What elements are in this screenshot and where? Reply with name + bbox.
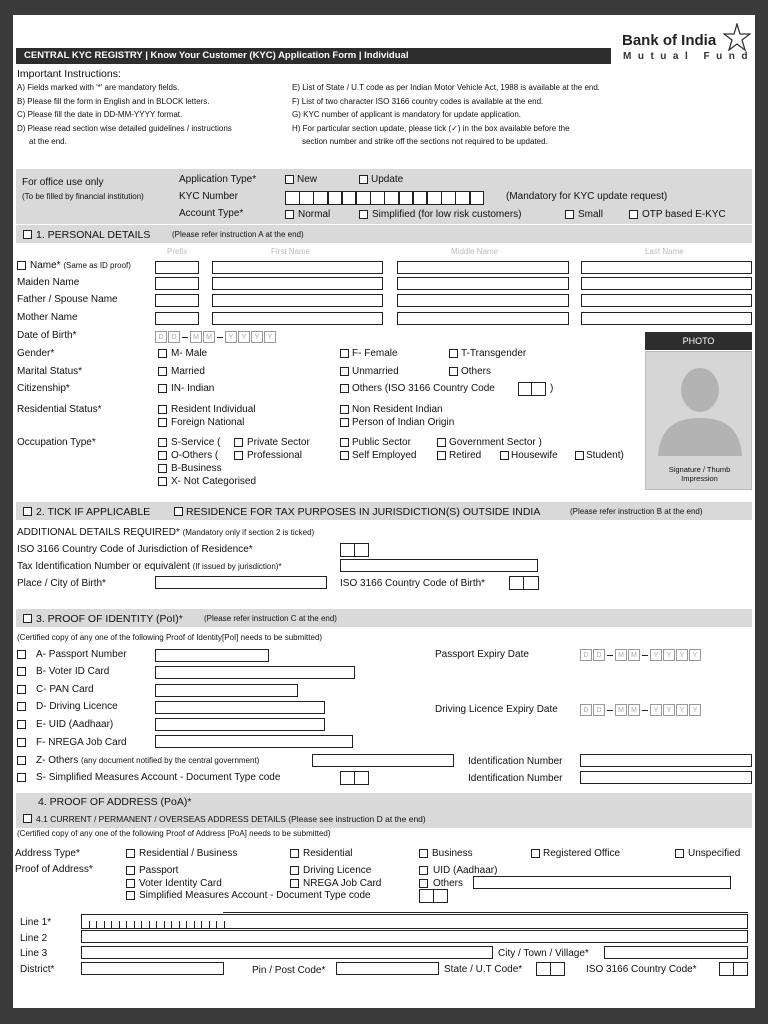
father-spouse-label: Father / Spouse Name bbox=[17, 294, 118, 305]
kyc-digit-cell[interactable] bbox=[427, 191, 442, 205]
govt-sector-checkbox[interactable] bbox=[437, 438, 446, 447]
foreign-national-checkbox[interactable] bbox=[158, 418, 167, 427]
district-input[interactable] bbox=[81, 962, 224, 975]
date-digit-cell[interactable]: Y bbox=[663, 704, 675, 716]
transgender-checkbox[interactable] bbox=[449, 349, 458, 358]
z-id-number-input[interactable] bbox=[580, 754, 752, 767]
kyc-digit-cell[interactable] bbox=[313, 191, 328, 205]
public-sector-label: Public Sector bbox=[352, 437, 411, 448]
kyc-digit-cell[interactable] bbox=[413, 191, 428, 205]
small-label: Small bbox=[578, 209, 604, 220]
line1-tick bbox=[186, 921, 187, 929]
date-digit-cell[interactable]: D bbox=[593, 704, 605, 716]
poa-uid-label: UID (Aadhaar) bbox=[433, 865, 498, 876]
photo-box[interactable] bbox=[645, 351, 752, 490]
doc-type-cell-2[interactable] bbox=[354, 771, 369, 785]
residential-label: Residential bbox=[303, 848, 353, 859]
service-checkbox[interactable] bbox=[158, 438, 167, 447]
poa-voter-checkbox[interactable] bbox=[126, 879, 135, 888]
date-separator bbox=[642, 655, 648, 656]
city-input[interactable] bbox=[604, 946, 748, 959]
tax-residence-checkbox[interactable] bbox=[174, 507, 183, 516]
instruction-b: B) Please fill the form in English and in BLOCK letters. bbox=[17, 97, 210, 106]
instructions-heading: Important Instructions: bbox=[17, 68, 121, 80]
not-categorised-label: X- Not Categorised bbox=[171, 476, 257, 487]
o-others-checkbox[interactable] bbox=[158, 451, 167, 460]
unmarried-label: Unmarried bbox=[352, 366, 399, 377]
section-4-1-title: 4.1 CURRENT / PERMANENT / OVERSEAS ADDRESS DETAILS (Please see instruction D at the end) bbox=[36, 814, 426, 824]
nri-checkbox[interactable] bbox=[340, 405, 349, 414]
line1-tick bbox=[89, 921, 90, 929]
last-name-input[interactable] bbox=[581, 294, 752, 307]
kyc-digit-cell[interactable] bbox=[342, 191, 357, 205]
address-line2-input[interactable] bbox=[81, 930, 748, 943]
pan-card-label: C- PAN Card bbox=[36, 684, 94, 695]
line1-tick bbox=[156, 921, 157, 929]
marital-others-label: Others bbox=[461, 366, 492, 377]
normal-label: Normal bbox=[298, 209, 331, 220]
application-type-label: Application Type* bbox=[179, 174, 257, 185]
line1-tick bbox=[194, 921, 195, 929]
s-id-number-label: Identification Number bbox=[468, 773, 563, 784]
poa-nrega-label: NREGA Job Card bbox=[303, 878, 382, 889]
poa-doc-type-cell-2[interactable] bbox=[433, 889, 448, 903]
foreign-national-label: Foreign National bbox=[171, 417, 245, 428]
uid-checkbox[interactable] bbox=[17, 720, 26, 729]
section-2-title2: RESIDENCE FOR TAX PURPOSES IN JURISDICTION(S) OUTSIDE INDIA bbox=[186, 506, 541, 518]
date-digit-cell[interactable]: M bbox=[190, 331, 202, 343]
line1-tick bbox=[119, 921, 120, 929]
first-name-column-label: First Name bbox=[271, 247, 311, 256]
date-digit-cell[interactable]: D bbox=[580, 704, 592, 716]
prefix-input[interactable] bbox=[155, 261, 199, 274]
passport-expiry-label: Passport Expiry Date bbox=[435, 649, 529, 660]
indian-label: IN- Indian bbox=[171, 383, 215, 394]
kyc-form-page bbox=[13, 15, 755, 1008]
not-categorised-checkbox[interactable] bbox=[158, 477, 167, 486]
kyc-note: (Mandatory for KYC update request) bbox=[506, 191, 668, 202]
date-digit-cell[interactable]: Y bbox=[650, 704, 662, 716]
instruction-a: A) Fields marked with '*' are mandatory fields. bbox=[17, 83, 180, 92]
simplified-checkbox[interactable] bbox=[359, 210, 368, 219]
brand-logo bbox=[620, 29, 755, 67]
public-sector-checkbox[interactable] bbox=[340, 438, 349, 447]
otp-ekyc-checkbox[interactable] bbox=[629, 210, 638, 219]
simplified-measures-label: S- Simplified Measures Account - Document Type code bbox=[36, 772, 281, 783]
iso-country-label: ISO 3166 Country Code* bbox=[586, 964, 697, 975]
date-digit-cell[interactable]: D bbox=[155, 331, 167, 343]
section-4-title: 4. PROOF OF ADDRESS (PoA)* bbox=[38, 796, 192, 808]
date-separator bbox=[607, 710, 613, 711]
instruction-e: E) List of State / U.T code as per Indian Motor Vehicle Act, 1988 is available at the end. bbox=[292, 83, 601, 92]
line1-tick bbox=[201, 921, 202, 929]
line1-tick bbox=[141, 921, 142, 929]
iso-jurisdiction-label: ISO 3166 Country Code of Jurisdiction of Residence* bbox=[17, 544, 253, 555]
instruction-h: H) For particular section update, please tick (✓) in the box available before the bbox=[292, 124, 570, 133]
simplified-measures-checkbox[interactable] bbox=[17, 773, 26, 782]
nri-label: Non Resident Indian bbox=[352, 404, 443, 415]
poa-others-label: Others bbox=[433, 878, 464, 889]
iso-birth-cell-1[interactable] bbox=[509, 576, 524, 590]
pan-card-input[interactable] bbox=[155, 684, 298, 697]
instruction-d2: at the end. bbox=[29, 137, 67, 146]
kyc-digit-cell[interactable] bbox=[384, 191, 399, 205]
poa-uid-checkbox[interactable] bbox=[419, 866, 428, 875]
iso-jurisdiction-cell-1[interactable] bbox=[340, 543, 355, 557]
address-line3-input[interactable] bbox=[81, 946, 493, 959]
passport-label: A- Passport Number bbox=[36, 649, 127, 660]
instruction-f: F) List of two character ISO 3166 country codes is available at the end. bbox=[292, 97, 544, 106]
last-name-input[interactable] bbox=[581, 277, 752, 290]
middle-name-input[interactable] bbox=[397, 277, 569, 290]
residential-status-label: Residential Status* bbox=[17, 404, 102, 415]
first-name-input[interactable] bbox=[212, 294, 383, 307]
indian-checkbox[interactable] bbox=[158, 384, 167, 393]
poa-others-input[interactable] bbox=[473, 876, 731, 889]
date-digit-cell[interactable]: Y bbox=[251, 331, 263, 343]
line1-main-input[interactable] bbox=[81, 914, 748, 929]
driving-licence-label: D- Driving Licence bbox=[36, 701, 118, 712]
section-4-1-checkbox[interactable] bbox=[23, 814, 32, 823]
citizenship-others-checkbox[interactable] bbox=[340, 384, 349, 393]
poa-dl-checkbox[interactable] bbox=[290, 866, 299, 875]
middle-name-input[interactable] bbox=[397, 294, 569, 307]
date-digit-cell[interactable]: Y bbox=[238, 331, 250, 343]
line1-tick bbox=[216, 921, 217, 929]
date-digit-cell[interactable]: Y bbox=[676, 649, 688, 661]
kyc-number-label: KYC Number bbox=[179, 191, 238, 202]
kyc-digit-cell[interactable] bbox=[285, 191, 300, 205]
new-checkbox[interactable] bbox=[285, 175, 294, 184]
first-name-input[interactable] bbox=[212, 277, 383, 290]
poa-nrega-checkbox[interactable] bbox=[290, 879, 299, 888]
married-label: Married bbox=[171, 366, 205, 377]
housewife-label: Housewife bbox=[511, 450, 558, 461]
date-digit-cell[interactable]: M bbox=[203, 331, 215, 343]
dob-label: Date of Birth* bbox=[17, 330, 77, 341]
date-digit-cell[interactable]: Y bbox=[689, 649, 701, 661]
iso-jurisdiction-cell-2[interactable] bbox=[354, 543, 369, 557]
z-others-input[interactable] bbox=[312, 754, 454, 767]
account-type-label: Account Type* bbox=[179, 208, 244, 219]
z-others-label: Z- Others (any document notified by the central government) bbox=[36, 755, 260, 766]
line1-tick bbox=[171, 921, 172, 929]
marital-others-checkbox[interactable] bbox=[449, 367, 458, 376]
new-label: New bbox=[297, 174, 318, 185]
date-digit-cell[interactable]: Y bbox=[264, 331, 276, 343]
professional-checkbox[interactable] bbox=[234, 451, 243, 460]
kyc-digit-cell[interactable] bbox=[399, 191, 414, 205]
private-sector-label: Private Sector bbox=[247, 437, 310, 448]
section-2-note: (Please refer instruction B at the end) bbox=[570, 507, 703, 516]
section-3-note: (Please refer instruction C at the end) bbox=[204, 614, 337, 623]
date-digit-cell[interactable]: M bbox=[628, 704, 640, 716]
state-code-label: State / U.T Code* bbox=[444, 964, 523, 975]
form-title-bar: CENTRAL KYC REGISTRY | Know Your Customer (KYC) Application Form | Individual bbox=[16, 48, 611, 64]
unmarried-checkbox[interactable] bbox=[340, 367, 349, 376]
section-4-cert: (Certified copy of any one of the following Proof of Address [PoA] needs to be submitted) bbox=[17, 829, 331, 838]
maiden-name-label: Maiden Name bbox=[17, 277, 80, 288]
mother-name-label: Mother Name bbox=[17, 312, 78, 323]
line1-tick bbox=[126, 921, 127, 929]
instruction-d: D) Please read section wise detailed guidelines / instructions bbox=[17, 124, 232, 133]
line1-label: Line 1* bbox=[20, 917, 52, 928]
instruction-g: G) KYC number of applicant is mandatory for update application. bbox=[292, 110, 522, 119]
retired-label: Retired bbox=[449, 450, 482, 461]
kyc-digit-cell[interactable] bbox=[370, 191, 385, 205]
date-digit-cell[interactable]: Y bbox=[225, 331, 237, 343]
address-type-label: Address Type* bbox=[15, 848, 80, 859]
date-digit-cell[interactable]: Y bbox=[663, 649, 675, 661]
private-sector-checkbox[interactable] bbox=[234, 438, 243, 447]
registered-office-label: Registered Office bbox=[543, 848, 621, 859]
poa-sma-label: Simplified Measures Account - Document Type code bbox=[139, 890, 371, 901]
state-code-cell-1[interactable] bbox=[536, 962, 551, 976]
date-digit-cell[interactable]: M bbox=[615, 649, 627, 661]
female-checkbox[interactable] bbox=[340, 349, 349, 358]
state-code-cell-2[interactable] bbox=[550, 962, 565, 976]
section-2-title: 2. TICK IF APPLICABLE bbox=[36, 506, 151, 518]
resident-checkbox[interactable] bbox=[158, 405, 167, 414]
middle-name-input[interactable] bbox=[397, 261, 569, 274]
line1-tick bbox=[179, 921, 180, 929]
prefix-input[interactable] bbox=[155, 312, 199, 325]
self-employed-checkbox[interactable] bbox=[340, 451, 349, 460]
line1-tick bbox=[209, 921, 210, 929]
place-of-birth-label: Place / City of Birth* bbox=[17, 578, 106, 589]
date-digit-cell[interactable]: Y bbox=[650, 649, 662, 661]
student-checkbox[interactable] bbox=[575, 451, 584, 460]
addr-business-label: Business bbox=[432, 848, 473, 859]
poa-passport-label: Passport bbox=[139, 865, 179, 876]
date-separator bbox=[182, 337, 188, 338]
residential-checkbox[interactable] bbox=[290, 849, 299, 858]
poa-voter-label: Voter Identity Card bbox=[139, 878, 222, 889]
passport-number-input[interactable] bbox=[155, 649, 269, 662]
citizenship-iso-cell-1[interactable] bbox=[518, 382, 532, 396]
govt-sector-label: Government Sector ) bbox=[449, 437, 542, 448]
transgender-label: T-Transgender bbox=[461, 348, 527, 359]
signature-label: Signature / Thumb Impression bbox=[668, 465, 731, 483]
kyc-digit-cell[interactable] bbox=[441, 191, 456, 205]
nrega-checkbox[interactable] bbox=[17, 738, 26, 747]
last-name-input[interactable] bbox=[581, 312, 752, 325]
addr-business-checkbox[interactable] bbox=[419, 849, 428, 858]
citizenship-iso-cell-2[interactable] bbox=[531, 382, 546, 396]
pio-checkbox[interactable] bbox=[340, 418, 349, 427]
citizenship-label: Citizenship* bbox=[17, 383, 70, 394]
tin-label: Tax Identification Number or equivalent (If issued by jurisdiction)* bbox=[17, 561, 282, 572]
kyc-digit-cell[interactable] bbox=[356, 191, 371, 205]
date-separator bbox=[217, 337, 223, 338]
first-name-input[interactable] bbox=[212, 261, 383, 274]
line1-tick bbox=[134, 921, 135, 929]
citizenship-close-paren: ) bbox=[550, 383, 554, 394]
update-checkbox[interactable] bbox=[359, 175, 368, 184]
last-name-column-label: Last Name bbox=[645, 247, 684, 256]
small-checkbox[interactable] bbox=[565, 210, 574, 219]
voter-id-checkbox[interactable] bbox=[17, 667, 26, 676]
uid-label: E- UID (Aadhaar) bbox=[36, 719, 114, 730]
pin-input[interactable] bbox=[336, 962, 439, 975]
otp-ekyc-label: OTP based E-KYC bbox=[642, 209, 726, 220]
pan-card-checkbox[interactable] bbox=[17, 685, 26, 694]
citizenship-others-label: Others (ISO 3166 Country Code bbox=[352, 383, 495, 394]
last-name-input[interactable] bbox=[581, 261, 752, 274]
photo-label-bar: PHOTO bbox=[645, 332, 752, 350]
person-silhouette-icon bbox=[654, 360, 746, 456]
date-digit-cell[interactable]: M bbox=[628, 649, 640, 661]
iso-birth-cell-2[interactable] bbox=[523, 576, 539, 590]
resident-label: Resident Individual bbox=[171, 404, 256, 415]
date-digit-cell[interactable]: D bbox=[580, 649, 592, 661]
instruction-c: C) Please fill the date in DD-MM-YYYY format. bbox=[17, 110, 183, 119]
date-separator bbox=[642, 710, 648, 711]
date-digit-cell[interactable]: Y bbox=[676, 704, 688, 716]
name-checkbox[interactable] bbox=[17, 261, 26, 270]
city-label: City / Town / Village* bbox=[498, 948, 589, 959]
iso-country-cell-1[interactable] bbox=[719, 962, 734, 976]
uid-input[interactable] bbox=[155, 718, 325, 731]
office-use-sub: (To be filled by financial institution) bbox=[22, 192, 144, 201]
student-label: Student) bbox=[586, 450, 624, 461]
kyc-digit-cell[interactable] bbox=[328, 191, 343, 205]
iso-birth-label: ISO 3166 Country Code of Birth* bbox=[340, 578, 486, 589]
kyc-digit-cell[interactable] bbox=[470, 191, 485, 205]
retired-checkbox[interactable] bbox=[437, 451, 446, 460]
female-label: F- Female bbox=[352, 348, 398, 359]
business-label: B-Business bbox=[171, 463, 222, 474]
line1-tick bbox=[149, 921, 150, 929]
voter-id-label: B- Voter ID Card bbox=[36, 666, 110, 677]
occupation-type-label: Occupation Type* bbox=[17, 437, 96, 448]
proof-of-address-label: Proof of Address* bbox=[15, 864, 93, 875]
line2-label: Line 2 bbox=[20, 933, 48, 944]
update-label: Update bbox=[371, 174, 404, 185]
poa-doc-type-cell-1[interactable] bbox=[419, 889, 434, 903]
doc-type-cell-1[interactable] bbox=[340, 771, 355, 785]
kyc-digit-cell[interactable] bbox=[455, 191, 470, 205]
tin-input[interactable] bbox=[340, 559, 538, 572]
registered-office-checkbox[interactable] bbox=[531, 849, 540, 858]
prefix-input[interactable] bbox=[155, 277, 199, 290]
nrega-input[interactable] bbox=[155, 735, 353, 748]
line3-label: Line 3 bbox=[20, 948, 48, 959]
gender-label: Gender* bbox=[17, 348, 55, 359]
poa-others-checkbox[interactable] bbox=[419, 879, 428, 888]
nrega-label: F- NREGA Job Card bbox=[36, 737, 127, 748]
instruction-h2: section number and strike off the sections not required to be updated. bbox=[302, 137, 548, 146]
o-others-label: O-Others ( bbox=[171, 450, 219, 461]
z-id-number-label: Identification Number bbox=[468, 756, 563, 767]
brand-sub: Mutual Fund bbox=[623, 51, 754, 62]
section-3-cert: (Certified copy of any one of the following Proof of Identity[PoI] needs to be submitted) bbox=[17, 633, 323, 642]
res-business-checkbox[interactable] bbox=[126, 849, 135, 858]
section-1-title: 1. PERSONAL DETAILS bbox=[36, 229, 151, 241]
line1-tick bbox=[81, 921, 82, 929]
date-separator bbox=[607, 655, 613, 656]
prefix-input[interactable] bbox=[155, 294, 199, 307]
poa-sma-checkbox[interactable] bbox=[126, 891, 135, 900]
passport-checkbox[interactable] bbox=[17, 650, 26, 659]
section-1-note: (Please refer instruction A at the end) bbox=[172, 230, 304, 239]
star-logo-icon bbox=[723, 23, 751, 51]
place-of-birth-input[interactable] bbox=[155, 576, 327, 589]
brand-name: Bank of India bbox=[622, 32, 717, 49]
middle-name-input[interactable] bbox=[397, 312, 569, 325]
section-3-title: 3. PROOF OF IDENTITY (PoI)* bbox=[36, 613, 183, 625]
date-digit-cell[interactable]: Y bbox=[689, 704, 701, 716]
section-1-checkbox[interactable] bbox=[23, 230, 32, 239]
pio-label: Person of Indian Origin bbox=[352, 417, 455, 428]
male-checkbox[interactable] bbox=[158, 349, 167, 358]
service-label: S-Service ( bbox=[171, 437, 221, 448]
line1-tick bbox=[104, 921, 105, 929]
line1-tick bbox=[164, 921, 165, 929]
first-name-input[interactable] bbox=[212, 312, 383, 325]
date-digit-cell[interactable]: D bbox=[168, 331, 180, 343]
middle-name-column-label: Middle Name bbox=[451, 247, 499, 256]
additional-details-label: ADDITIONAL DETAILS REQUIRED* (Mandatory only if section 2 is ticked) bbox=[17, 527, 315, 538]
office-use-label: For office use only bbox=[22, 177, 104, 188]
business-checkbox[interactable] bbox=[158, 464, 167, 473]
date-digit-cell[interactable]: D bbox=[593, 649, 605, 661]
male-label: M- Male bbox=[171, 348, 208, 359]
driving-licence-input[interactable] bbox=[155, 701, 325, 714]
name-label: Name* (Same as ID proof) bbox=[30, 260, 131, 271]
voter-id-input[interactable] bbox=[155, 666, 355, 679]
housewife-checkbox[interactable] bbox=[500, 451, 509, 460]
simplified-label: Simplified (for low risk customers) bbox=[372, 209, 522, 220]
res-business-label: Residential / Business bbox=[139, 848, 238, 859]
iso-country-cell-2[interactable] bbox=[733, 962, 748, 976]
line1-tick bbox=[96, 921, 97, 929]
unspecified-checkbox[interactable] bbox=[675, 849, 684, 858]
line1-top-step bbox=[223, 912, 748, 913]
pin-label: Pin / Post Code* bbox=[252, 965, 326, 976]
prefix-column-label: Prefix bbox=[167, 247, 188, 256]
section-3-checkbox[interactable] bbox=[23, 614, 32, 623]
poa-dl-label: Driving Licence bbox=[303, 865, 372, 876]
poa-passport-checkbox[interactable] bbox=[126, 866, 135, 875]
s-id-number-input[interactable] bbox=[580, 771, 752, 784]
dl-expiry-label: Driving Licence Expiry Date bbox=[435, 704, 558, 715]
z-others-checkbox[interactable] bbox=[17, 756, 26, 765]
district-label: District* bbox=[20, 964, 55, 975]
driving-licence-checkbox[interactable] bbox=[17, 702, 26, 711]
self-employed-label: Self Employed bbox=[352, 450, 417, 461]
line1-tick bbox=[111, 921, 112, 929]
married-checkbox[interactable] bbox=[158, 367, 167, 376]
line1-tick bbox=[224, 921, 225, 929]
normal-checkbox[interactable] bbox=[285, 210, 294, 219]
professional-label: Professional bbox=[247, 450, 303, 461]
section-2-checkbox[interactable] bbox=[23, 507, 32, 516]
marital-status-label: Marital Status* bbox=[17, 366, 83, 377]
kyc-digit-cell[interactable] bbox=[299, 191, 314, 205]
date-digit-cell[interactable]: M bbox=[615, 704, 627, 716]
unspecified-label: Unspecified bbox=[688, 848, 741, 859]
